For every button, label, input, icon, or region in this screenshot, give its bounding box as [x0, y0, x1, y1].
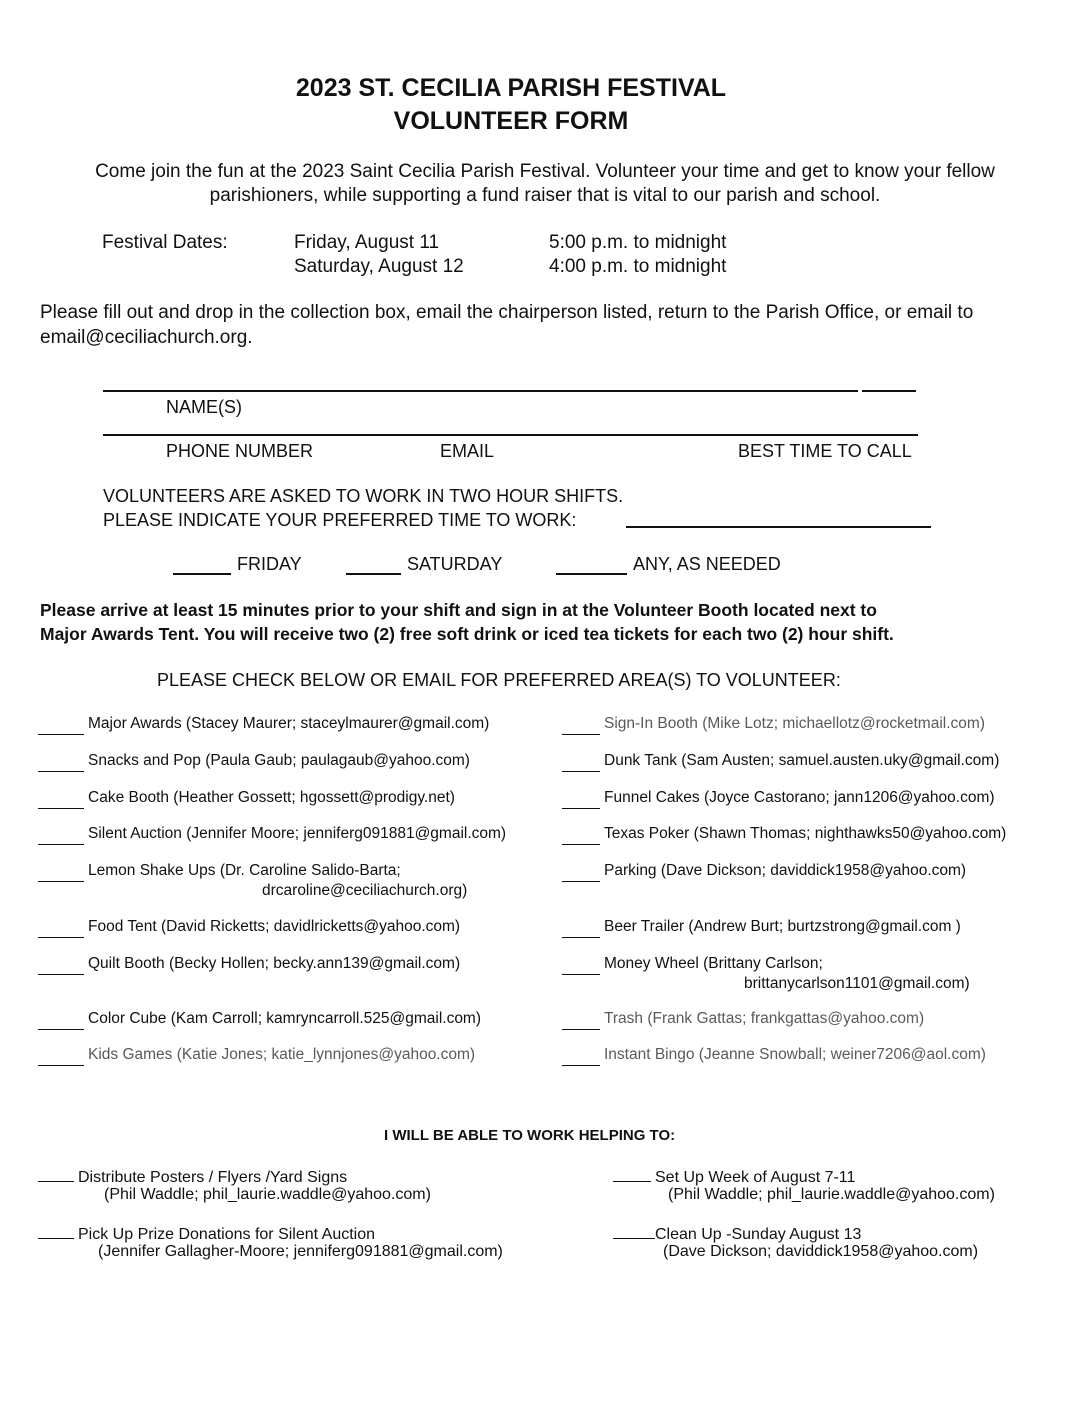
instructions-line-2: email@ceciliachurch.org.: [40, 327, 253, 348]
helping-item-cleanup[interactable]: [613, 1223, 861, 1244]
intro-line-2: parishioners, while supporting a fund raiser that is vital to our parish and school.: [209, 185, 881, 206]
area-check-blank[interactable]: [38, 954, 84, 975]
area-check-blank[interactable]: [38, 917, 84, 938]
area-label: Color Cube (Kam Carroll; kamryncarroll.525@gmail.com): [88, 1010, 482, 1027]
volunteer-area-right-7[interactable]: [562, 1009, 924, 1030]
area-label: Dunk Tank (Sam Austen; samuel.austen.uky@gmail.com): [604, 752, 1000, 769]
volunteer-area-left-7[interactable]: [38, 1009, 481, 1030]
area-label: Texas Poker (Shawn Thomas; nighthawks50@yahoo.com): [604, 825, 1007, 842]
contact-line[interactable]: [103, 434, 918, 436]
area-check-blank[interactable]: [562, 1045, 600, 1066]
helping-item-donations[interactable]: [38, 1223, 375, 1244]
saturday-option: SATURDAY: [407, 554, 503, 574]
volunteer-area-right-8[interactable]: [562, 1045, 986, 1066]
area-check-blank[interactable]: [562, 751, 600, 772]
area-label: Food Tent (David Ricketts; davidlricketts@yahoo.com): [88, 918, 461, 935]
area-label: Lemon Shake Ups (Dr. Caroline Salido-Barta;: [88, 862, 401, 879]
cleanup-contact: (Dave Dickson; daviddick1958@yahoo.com): [663, 1243, 979, 1260]
area-check-blank[interactable]: [562, 714, 600, 735]
area-check-blank[interactable]: [38, 751, 84, 772]
area-label: Sign-In Booth (Mike Lotz; michaellotz@rocketmail.com): [604, 715, 985, 732]
area-check-blank[interactable]: [562, 788, 600, 809]
area-check-blank[interactable]: [38, 788, 84, 809]
donations-blank[interactable]: [38, 1238, 74, 1239]
area-label: Kids Games (Katie Jones; katie_lynnjones@yahoo.com): [88, 1046, 476, 1063]
form-title: 2023 ST. CECILIA PARISH FESTIVAL: [295, 74, 727, 102]
helping-heading: I WILL BE ABLE TO WORK HELPING TO:: [384, 1127, 676, 1144]
area-label-continued: drcaroline@ceciliachurch.org): [262, 882, 468, 899]
email-label: EMAIL: [440, 441, 495, 461]
any-blank[interactable]: [556, 573, 627, 575]
volunteer-area-right-1[interactable]: [562, 751, 999, 772]
volunteer-area-left-4[interactable]: [38, 861, 401, 882]
volunteer-area-left-6[interactable]: [38, 954, 460, 975]
volunteer-area-right-4[interactable]: [562, 861, 966, 882]
setup-label: Set Up Week of August 7-11: [655, 1169, 856, 1186]
notice-line-1: Please arrive at least 15 minutes prior to your shift and sign in at the Volunteer Booth located next to: [40, 600, 877, 620]
posters-blank[interactable]: [38, 1181, 74, 1182]
volunteer-area-left-0[interactable]: [38, 714, 489, 735]
area-label: Money Wheel (Brittany Carlson;: [604, 955, 823, 972]
volunteer-area-right-2[interactable]: [562, 788, 995, 809]
names-label: NAME(S): [166, 397, 242, 417]
shifts-line-1: VOLUNTEERS ARE ASKED TO WORK IN TWO HOUR SHIFTS.: [103, 486, 624, 506]
area-check-blank[interactable]: [562, 917, 600, 938]
area-check-blank[interactable]: [38, 714, 84, 735]
area-check-blank[interactable]: [38, 1009, 84, 1030]
areas-heading: PLEASE CHECK BELOW OR EMAIL FOR PREFERRED AREA(S) TO VOLUNTEER:: [157, 670, 841, 690]
helping-item-setup[interactable]: [613, 1166, 855, 1187]
time-friday: 5:00 p.m. to midnight: [549, 232, 727, 253]
volunteer-area-left-3[interactable]: [38, 824, 506, 845]
area-label: Beer Trailer (Andrew Burt; burtzstrong@gmail.com ): [604, 918, 961, 935]
area-check-blank[interactable]: [38, 824, 84, 845]
form-subtitle: VOLUNTEER FORM: [393, 107, 629, 135]
area-label: Trash (Frank Gattas; frankgattas@yahoo.com): [604, 1010, 925, 1027]
saturday-blank[interactable]: [346, 573, 401, 575]
cleanup-blank[interactable]: [613, 1238, 655, 1239]
volunteer-area-right-5[interactable]: [562, 917, 961, 938]
friday-blank[interactable]: [173, 573, 231, 575]
friday-option: FRIDAY: [237, 554, 302, 574]
posters-contact: (Phil Waddle; phil_laurie.waddle@yahoo.com): [104, 1186, 431, 1203]
volunteer-area-left-8[interactable]: [38, 1045, 475, 1066]
volunteer-area-left-1[interactable]: [38, 751, 470, 772]
area-check-blank[interactable]: [562, 824, 600, 845]
date-friday: Friday, August 11: [294, 232, 440, 253]
festival-dates-label: Festival Dates:: [102, 232, 228, 253]
date-saturday: Saturday, August 12: [294, 256, 464, 277]
volunteer-area-right-6[interactable]: [562, 954, 823, 975]
area-label: Funnel Cakes (Joyce Castorano; jann1206@yahoo.com): [604, 789, 995, 806]
area-label: Silent Auction (Jennifer Moore; jenniferg091881@gmail.com): [88, 825, 507, 842]
volunteer-area-right-0[interactable]: [562, 714, 985, 735]
area-label: Parking (Dave Dickson; daviddick1958@yahoo.com): [604, 862, 967, 879]
area-label: Instant Bingo (Jeanne Snowball; weiner7206@aol.com): [604, 1046, 986, 1063]
area-check-blank[interactable]: [562, 861, 600, 882]
helping-item-posters[interactable]: [38, 1166, 347, 1187]
cleanup-label: Clean Up -Sunday August 13: [655, 1226, 862, 1243]
volunteer-area-left-2[interactable]: [38, 788, 455, 809]
setup-blank[interactable]: [613, 1181, 651, 1182]
volunteer-area-left-5[interactable]: [38, 917, 460, 938]
volunteer-area-right-3[interactable]: [562, 824, 1006, 845]
any-option: ANY, AS NEEDED: [633, 554, 781, 574]
name-line[interactable]: [103, 390, 858, 392]
notice-line-2: Major Awards Tent. You will receive two (2) free soft drink or iced tea tickets for each two (2) hour shift.: [40, 624, 894, 644]
area-check-blank[interactable]: [562, 954, 600, 975]
intro-line-1: Come join the fun at the 2023 Saint Cecilia Parish Festival. Volunteer your time and get to know your fellow: [95, 161, 995, 182]
area-label-continued: brittanycarlson1101@gmail.com): [744, 975, 970, 992]
phone-label: PHONE NUMBER: [166, 441, 314, 461]
area-label: Quilt Booth (Becky Hollen; becky.ann139@gmail.com): [88, 955, 461, 972]
area-check-blank[interactable]: [38, 861, 84, 882]
shifts-line-2: PLEASE INDICATE YOUR PREFERRED TIME TO WORK:: [103, 510, 577, 530]
area-label: Cake Booth (Heather Gossett; hgossett@prodigy.net): [88, 789, 455, 806]
area-check-blank[interactable]: [38, 1045, 84, 1066]
area-label: Snacks and Pop (Paula Gaub; paulagaub@yahoo.com): [88, 752, 470, 769]
posters-label: Distribute Posters / Flyers /Yard Signs: [78, 1169, 348, 1186]
setup-contact: (Phil Waddle; phil_laurie.waddle@yahoo.com): [668, 1186, 995, 1203]
area-check-blank[interactable]: [562, 1009, 600, 1030]
donations-contact: (Jennifer Gallagher-Moore; jenniferg091881@gmail.com): [98, 1243, 503, 1260]
donations-label: Pick Up Prize Donations for Silent Auction: [78, 1226, 376, 1243]
preferred-time-line[interactable]: [626, 526, 931, 528]
best-time-label: BEST TIME TO CALL: [738, 441, 912, 461]
time-saturday: 4:00 p.m. to midnight: [549, 256, 727, 277]
instructions-line-1: Please fill out and drop in the collection box, email the chairperson listed, return to the Parish Office, or email to: [40, 302, 974, 323]
name-line-end[interactable]: [862, 390, 916, 392]
area-label: Major Awards (Stacey Maurer; staceylmaurer@gmail.com): [88, 715, 490, 732]
